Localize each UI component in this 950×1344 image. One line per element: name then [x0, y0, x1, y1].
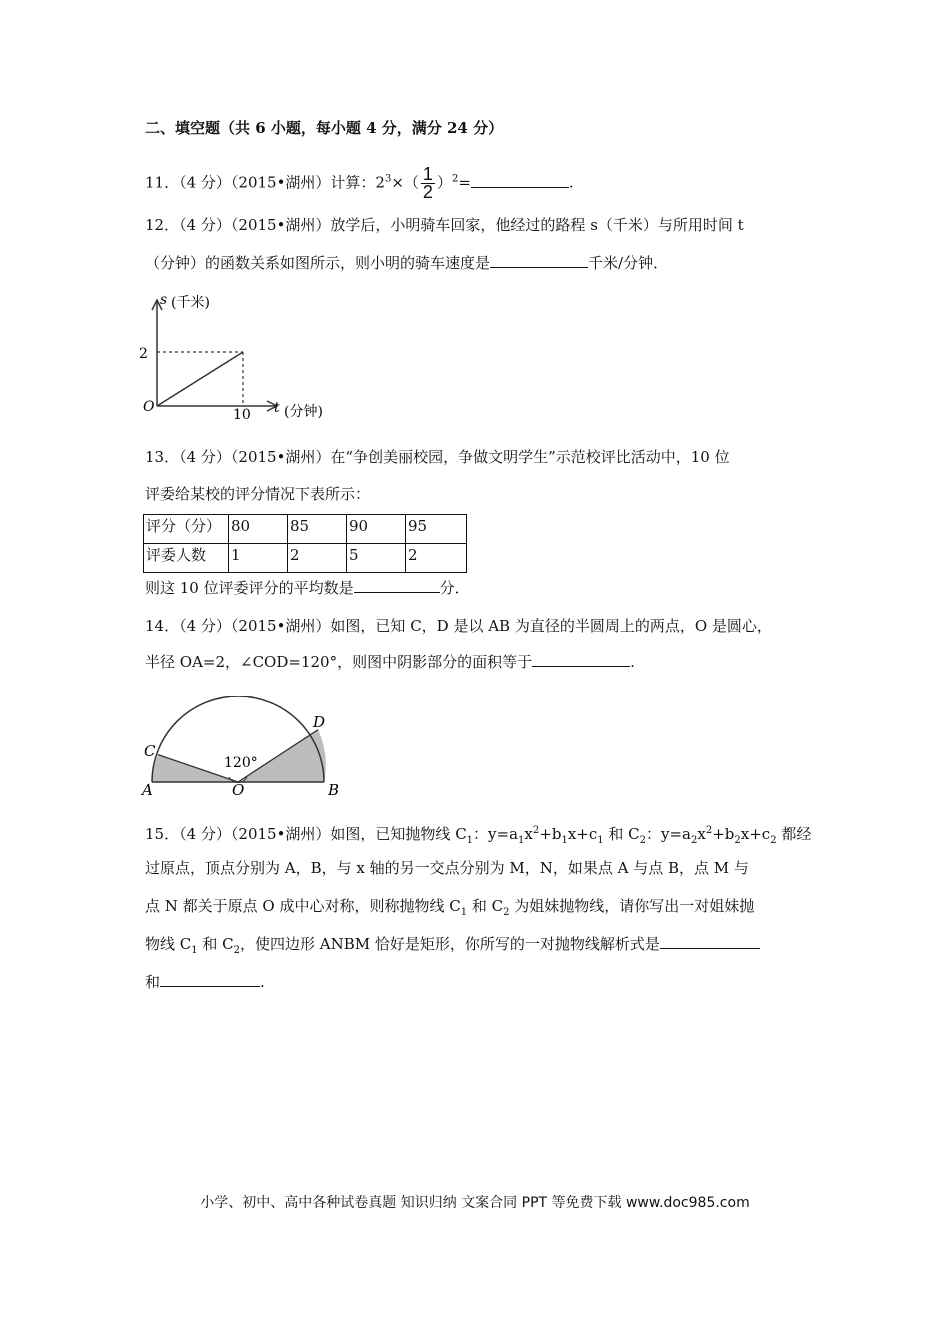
q15-text: x — [697, 825, 706, 843]
q15-text: ，使四边形 ANBM 恰好是矩形，你所写的一对抛物线解析式是 — [240, 935, 660, 953]
q15-sub: 2 — [691, 835, 698, 846]
q15-text: 都经 — [776, 825, 812, 843]
q15-line5 — [145, 972, 265, 992]
point-a-label: A — [142, 781, 153, 799]
table-row — [144, 544, 467, 573]
q13-line3-text: 则这 10 位评委评分的平均数是 — [145, 579, 354, 597]
table-cell: 1 — [229, 544, 288, 573]
q14-line2 — [145, 652, 635, 672]
table-cell: 2 — [288, 544, 347, 573]
page-footer: 小学、初中、高中各种试卷真题 知识归纳 文案合同 PPT 等免费下载 www.doc985.com — [200, 1195, 750, 1211]
q11-answer-blank[interactable] — [471, 173, 569, 188]
q11-fraction — [421, 166, 435, 201]
q15-text: ：y=a — [473, 825, 519, 843]
distance-time-graph — [135, 288, 365, 428]
q15-text: 为姐妹抛物线，请你写出一对姐妹抛 — [509, 897, 755, 915]
q11-end: . — [568, 173, 574, 192]
q11-fraction-denominator: 2 — [422, 182, 433, 202]
q15-sub: 1 — [518, 835, 525, 846]
q15-text: 和 C — [603, 825, 640, 843]
q15-answer-blank-1[interactable] — [660, 934, 760, 949]
q11-exponent-2: 2 — [451, 173, 459, 185]
q15-text: +b — [539, 825, 562, 843]
table-row — [144, 515, 467, 544]
q14-line1: 14．（4 分）（2015•湖州）如图，已知 C，D 是以 AB 为直径的半圆周上的两点，O 是圆心， — [145, 617, 772, 635]
point-o-label: O — [232, 781, 245, 799]
table-cell: 95 — [406, 515, 467, 544]
angle-label: 120° — [224, 755, 258, 771]
q15-line1 — [145, 821, 811, 851]
table-cell: 评委人数 — [144, 544, 229, 573]
q15-text: ：y=a — [646, 825, 692, 843]
x-axis-var: t — [274, 400, 280, 416]
q15-sub: 1 — [191, 945, 198, 956]
q15-line4 — [145, 934, 760, 961]
q12-line2-text: （分钟）的函数关系如图所示，则小明的骑车速度是 — [145, 254, 491, 272]
q15-answer-blank-2[interactable] — [160, 972, 260, 987]
q15-text: 和 C — [197, 935, 234, 953]
q15-sub: 2 — [233, 945, 241, 956]
section-title: 二、填空题（共 6 小题，每小题 4 分，满分 24 分） — [145, 119, 504, 137]
point-b-label: B — [328, 781, 340, 799]
q13-line3 — [145, 578, 470, 598]
q15-text: 和 C — [467, 897, 504, 915]
q15-sub: 2 — [734, 835, 741, 846]
point-c-label: C — [144, 742, 156, 760]
table-cell: 85 — [288, 515, 347, 544]
q11-close-paren: ） — [436, 173, 452, 192]
q15-text: 物线 C — [145, 935, 192, 953]
x-axis-unit: (分钟) — [284, 404, 323, 420]
q11-times: ×（ — [391, 173, 419, 192]
q14-line2-text: 半径 OA=2，∠COD=120°，则图中阴影部分的面积等于 — [145, 653, 533, 671]
distance-line — [157, 352, 243, 406]
q15-text: 点 N 都关于原点 O 成中心对称，则称抛物线 C — [145, 897, 461, 915]
q15-sup: 2 — [705, 825, 713, 836]
origin-label: O — [143, 399, 155, 415]
q11-exponent-3: 3 — [384, 173, 392, 185]
x-tick-10: 10 — [233, 407, 251, 423]
q15-end: . — [260, 973, 265, 991]
q15-sub: 1 — [460, 907, 468, 918]
q15-sup: 2 — [532, 825, 540, 836]
point-d-label: D — [313, 713, 326, 731]
q11-equals: = — [458, 173, 471, 192]
q15-sub: 1 — [561, 835, 568, 846]
q12-line2-unit: 千米/分钟． — [588, 254, 669, 272]
q15-text: 15．（4 分）（2015•湖州）如图，已知抛物线 C — [145, 825, 467, 843]
q15-text: x+c — [740, 825, 771, 843]
q11-prefix: 11．（4 分）（2015•湖州）计算：2 — [145, 173, 385, 192]
q13-line1: 13．（4 分）（2015•湖州）在“争创美丽校园，争做文明学生”示范校评比活动中，10 位 — [145, 448, 730, 466]
q15-sub: 2 — [503, 907, 510, 918]
q13-line2: 评委给某校的评分情况下表所示： — [145, 485, 371, 503]
q14-end: . — [630, 653, 635, 671]
y-tick-2: 2 — [139, 346, 148, 362]
table-cell: 90 — [347, 515, 406, 544]
question-11 — [145, 166, 574, 201]
q15-sub: 1 — [597, 835, 604, 846]
y-axis-var: s — [160, 292, 168, 308]
q15-line2: 过原点，顶点分别为 A，B，与 x 轴的另一交点分别为 M，N，如果点 A 与点 B，点 M 与 — [145, 859, 749, 877]
q15-sub: 2 — [770, 835, 777, 846]
q12-line1: 12．（4 分）（2015•湖州）放学后，小明骑车回家，他经过的路程 s（千米）与所用时间 t — [145, 216, 744, 234]
q15-sub: 2 — [639, 835, 647, 846]
q15-text: x+c — [567, 825, 598, 843]
q14-answer-blank[interactable] — [532, 652, 630, 667]
q12-line2 — [145, 253, 668, 273]
q13-answer-blank[interactable] — [354, 578, 440, 593]
table-cell: 评分（分） — [144, 515, 229, 544]
q13-line3-unit: 分． — [439, 579, 470, 597]
score-table — [143, 514, 467, 573]
table-cell: 5 — [347, 544, 406, 573]
semicircle-figure — [140, 696, 350, 802]
table-cell: 2 — [406, 544, 467, 573]
q15-text: +b — [712, 825, 735, 843]
y-axis-unit: (千米) — [171, 295, 210, 311]
q15-line3 — [145, 896, 754, 923]
q15-text: 和 — [145, 973, 161, 991]
q15-sub: 1 — [466, 835, 474, 846]
q12-answer-blank[interactable] — [490, 253, 588, 268]
q15-text: x — [524, 825, 533, 843]
table-cell: 80 — [229, 515, 288, 544]
q11-fraction-numerator: 1 — [422, 164, 433, 184]
